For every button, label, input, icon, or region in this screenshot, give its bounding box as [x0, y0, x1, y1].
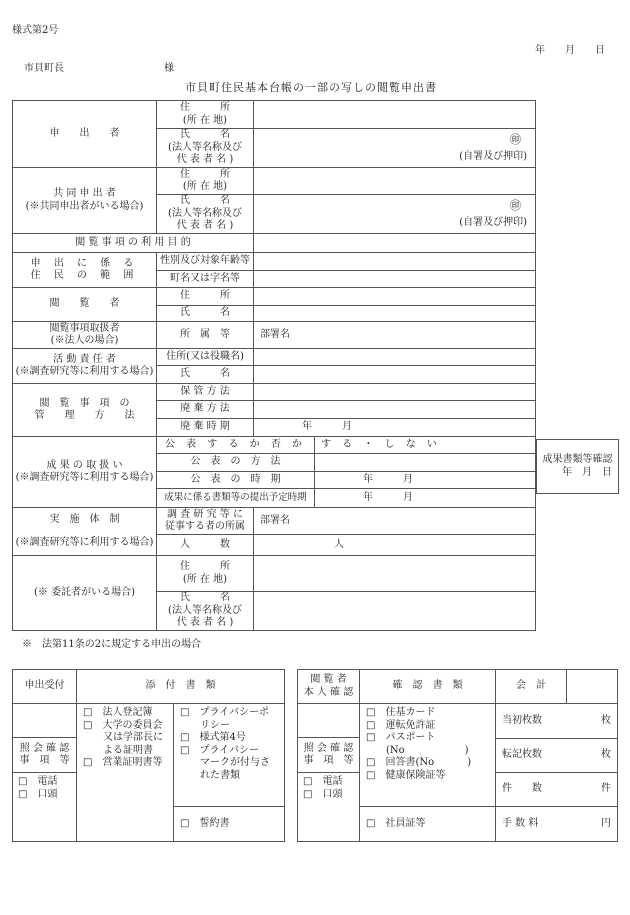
disposal-label: 廃 棄 方 法	[156, 400, 254, 419]
applicant-name-field[interactable]	[253, 128, 536, 168]
attachment-item: リシー	[180, 719, 230, 731]
inquiry-label: 照 会 確 認 事 項 等	[12, 737, 77, 773]
gender-age-label: 性別及び対象年齢等	[156, 252, 254, 271]
publish-method-field[interactable]	[314, 453, 536, 472]
identity-field[interactable]	[297, 703, 360, 738]
copied-sheets-row: 転記枚数 枚	[495, 738, 618, 773]
id-doc-item[interactable]: □ パスポート	[366, 732, 436, 743]
seal-icon: ㊞	[510, 133, 521, 146]
gender-age-field[interactable]	[253, 252, 536, 271]
attachment-item: 又は学部長に	[83, 732, 163, 743]
consignor-name-label: 氏 名 (法人等名称及び 代 表 者 名 )	[156, 591, 254, 631]
oral-checkbox[interactable]: □ 口頭	[303, 788, 343, 800]
consignor-label: (※ 委託者がいる場合)	[12, 555, 157, 631]
employee-id-checkbox[interactable]: □ 社員証等	[359, 806, 496, 842]
date-field: 年 月 日	[535, 45, 605, 56]
responsible-name-field[interactable]	[253, 365, 536, 384]
publish-question-label: 公 表 す る か 否 か	[156, 436, 315, 454]
town-name-label: 町名又は字名等	[156, 270, 254, 288]
attachment-item[interactable]: □ 法人登記簿	[83, 707, 153, 718]
attachment-item: よる証明書	[83, 744, 153, 756]
viewer-name-field[interactable]	[253, 305, 536, 322]
inquiry-label-right: 照 会 確 認 事 項 等	[297, 737, 360, 773]
cases-row: 件 数 件	[495, 772, 618, 807]
seal-icon: ㊞	[510, 199, 521, 212]
accounting-label: 会 計	[495, 669, 567, 704]
co-applicant-address-label: 住 所 (所 在 地)	[156, 167, 254, 195]
id-doc-item[interactable]: □ 健康保険証等	[366, 769, 446, 781]
id-doc-item[interactable]: □ 運転免許証	[366, 719, 436, 731]
disposal-time-field[interactable]: 年 月	[253, 418, 536, 437]
attachment-item[interactable]: □ 様式第4号	[180, 732, 246, 743]
id-doc-item[interactable]: □ 回答書(No )	[366, 757, 472, 768]
footnote: ※ 法第11条の2に規定する申出の場合	[22, 639, 202, 650]
headcount-field[interactable]: 人	[253, 534, 536, 556]
co-applicant-name-field[interactable]	[253, 194, 536, 234]
storage-field[interactable]	[253, 383, 536, 401]
co-applicant-name-label: 氏 名 (法人等名称及び 代 表 者 名 )	[156, 194, 254, 234]
purpose-label: 閲 覧 事 項 の 利 用 目 的	[12, 233, 254, 253]
honorific: 様	[164, 63, 174, 74]
attachment-item[interactable]: □ プライバシーポ	[180, 707, 269, 718]
attachment-item[interactable]: □ 営業証明書等	[83, 757, 163, 768]
seal-note: (自署及び押印)	[459, 216, 527, 228]
attachment-item[interactable]: □ 大学の委員会	[83, 719, 163, 731]
attachment-item: マークが付与さ	[180, 757, 270, 768]
disposal-field[interactable]	[253, 400, 536, 419]
responsible-name-label: 氏 名	[156, 365, 254, 384]
addressee: 市貝町長	[24, 63, 64, 74]
system-label: 実 施 体 制 (※調査研究等に利用する場合)	[12, 507, 157, 556]
reception-field[interactable]	[12, 703, 77, 738]
oral-checkbox[interactable]: □ 口頭	[18, 788, 58, 800]
pledge-checkbox[interactable]: □ 誓約書	[173, 806, 285, 842]
reception-label: 申出受付	[12, 669, 77, 704]
disposal-time-label: 廃 棄 時 期	[156, 418, 254, 437]
purpose-field[interactable]	[253, 233, 536, 253]
attachment-item: れた書類	[180, 769, 240, 781]
submit-time-label: 成果に係る書類等の提出予定時期	[156, 488, 315, 508]
publish-method-label: 公 表 の 方 法	[156, 453, 315, 472]
applicant-address-field[interactable]	[253, 100, 536, 129]
consignor-name-field[interactable]	[253, 591, 536, 631]
id-doc-item: (No )	[366, 744, 469, 756]
affiliation-label: 所 属 等	[156, 321, 254, 349]
phone-checkbox[interactable]: □ 電話	[303, 776, 343, 787]
resident-range-label: 申 出 に 係 る 住 民 の 範 囲	[12, 252, 157, 288]
consignor-address-label: 住 所 (所 在 地)	[156, 555, 254, 592]
viewer-address-field[interactable]	[253, 287, 536, 306]
page-title: 市貝町住民基本台帳の一部の写しの閲覧申出書	[185, 81, 437, 94]
handler-label: 閲覧事項取扱者 (※法人の場合)	[12, 321, 157, 349]
inquiry-method-right	[297, 772, 360, 842]
responsible-address-field[interactable]	[253, 348, 536, 366]
applicant-name-label: 氏 名 (法人等名称及び 代 表 者 名 )	[156, 128, 254, 168]
attachments-list-1	[76, 703, 174, 842]
initial-sheets-row: 当初枚数 枚	[495, 703, 618, 739]
attachment-item[interactable]: □ プライバシー	[180, 744, 259, 756]
seal-note: (自署及び押印)	[459, 150, 527, 162]
publish-time-field[interactable]: 年 月	[314, 471, 536, 489]
applicant-address-label: 住 所 (所 在 地)	[156, 100, 254, 129]
applicant-label: 申 出 者	[12, 100, 157, 168]
staff-dept-field[interactable]: 部署名	[253, 507, 536, 535]
publish-time-label: 公 表 の 時 期	[156, 471, 315, 489]
attachments-list-2	[173, 703, 285, 807]
identity-check-label: 閲 覧 者 本 人 確 認	[297, 669, 360, 704]
publish-choice[interactable]: す る ・ し な い	[314, 436, 536, 454]
confirm-docs-list	[359, 703, 496, 807]
accounting-field[interactable]	[566, 669, 618, 704]
viewer-label: 閲 覧 者	[12, 287, 157, 322]
results-confirmation-box: 成果書類等確認 年 月 日	[536, 439, 619, 494]
results-label: 成 果 の 取 扱 い (※調査研究等に利用する場合)	[12, 436, 157, 508]
form-number: 様式第2号	[12, 25, 59, 36]
management-label: 閲 覧 事 項 の 管 理 方 法	[12, 383, 157, 437]
fee-row: 手 数 料 円	[495, 806, 618, 842]
co-applicant-label: 共 同 申 出 者 (※共同申出者がいる場合)	[12, 167, 157, 234]
viewer-name-label: 氏 名	[156, 305, 254, 322]
staff-affiliation-label: 調 査 研 究 等 に 従事する者の所属	[156, 507, 254, 535]
responsible-address-label: 住所(又は役職名)	[156, 348, 254, 366]
confirm-docs-label: 確 認 書 類	[359, 669, 496, 704]
headcount-label: 人 数	[156, 534, 254, 556]
responsible-label: 活 動 責 任 者 (※調査研究等に利用する場合)	[12, 348, 157, 384]
co-applicant-address-field[interactable]	[253, 167, 536, 195]
phone-checkbox[interactable]: □ 電話	[18, 776, 58, 787]
handler-dept-field[interactable]: 部署名	[253, 321, 536, 349]
town-name-field[interactable]	[253, 270, 536, 288]
inquiry-method-left	[12, 772, 77, 842]
viewer-address-label: 住 所	[156, 287, 254, 306]
consignor-address-field[interactable]	[253, 555, 536, 592]
attachments-label: 添 付 書 類	[76, 669, 285, 704]
id-doc-item[interactable]: □ 住基カード	[366, 707, 436, 718]
submit-time-field[interactable]: 年 月	[314, 488, 536, 508]
storage-label: 保 管 方 法	[156, 383, 254, 401]
